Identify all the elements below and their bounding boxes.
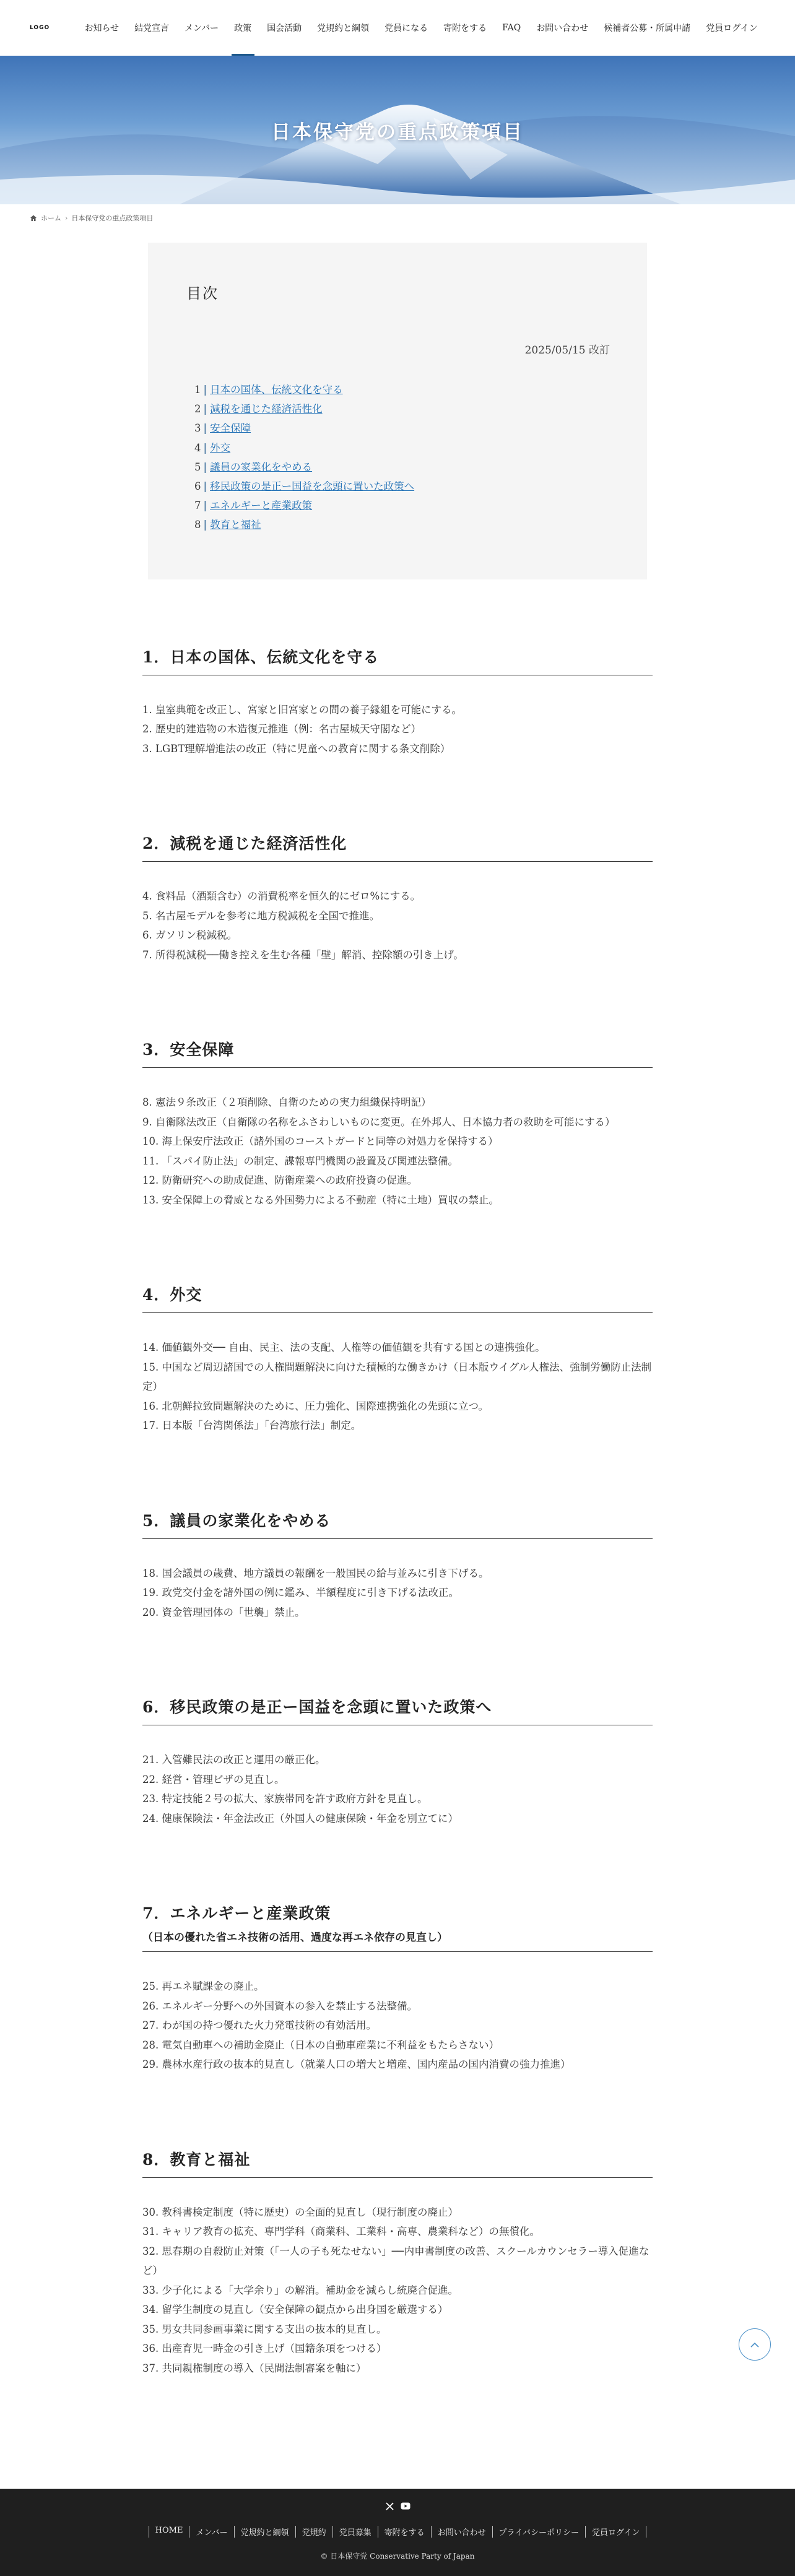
toc-item: 7 | エネルギーと産業政策 [194,496,610,515]
toc-item: 2 | 減税を通じた経済活性化 [194,399,610,418]
toc-title: 目次 [186,285,219,302]
toc-link[interactable]: エネルギーと産業政策 [210,500,313,512]
section-heading [142,1509,653,1539]
x-icon[interactable] [384,2501,394,2511]
toc-item: 1 | 日本の国体、伝統文化を守る [194,380,610,399]
policy-item: 18. 国会議員の歳費、地方議員の報酬を一般国民の給与並みに引き下げる。 [142,1567,489,1579]
policy-item: 24. 健康保険法・年金法改正（外国人の健康保険・年金を別立てに） [142,1812,458,1824]
hero-banner [0,56,795,204]
toc-link[interactable]: 外交 [210,441,231,454]
policy-item: 3. LGBT理解増進法の改正（特に児童への教育に関する条文削除） [142,742,451,755]
section-title: 4．外交 [142,1286,202,1304]
breadcrumb [0,204,795,232]
policy-section-5 [142,1509,653,1623]
policy-item: 6. ガソリン税減税。 [142,929,237,942]
site-header [0,0,795,56]
policy-item: 30. 教科書検定制度（特に歴史）の全面的見直し（現行制度の廃止） [142,2206,458,2218]
section-title: 3．安全保障 [142,1041,235,1059]
policy-item: 15. 中国など周辺諸国での人権問題解決に向けた積極的な働きかけ（日本版ウイグル人権法、強制労働防止法制定） [142,1361,652,1393]
policy-item: 27. わが国の持つ優れた火力発電技術の有効活用。 [142,2019,376,2032]
nav-item-contact[interactable]: お問い合わせ [536,24,589,33]
nav-item-policy[interactable]: 政策 [227,0,259,56]
chevron-right-icon: › [65,214,68,222]
policy-item: 8. 憲法９条改正（２項削除、自衛のための実力組織保持明記） [142,1096,432,1109]
nav-item-login[interactable]: 党員ログイン [706,24,758,33]
nav-item-faq[interactable]: FAQ [502,23,521,33]
policy-item: 2. 歴史的建造物の木造復元推進（例：名古屋城天守閣など） [142,723,421,735]
nav-item-donate[interactable]: 寄附をする [443,24,487,33]
policy-item: 25. 再エネ賦課金の廃止。 [142,1980,264,1993]
section-heading [142,1038,653,1068]
section-heading [142,831,653,862]
breadcrumb-current: 日本保守党の重点政策項目 [71,214,154,222]
footer-link-home[interactable]: HOME [149,2526,189,2538]
sns-links [0,2501,795,2511]
toc-number: 2 [194,403,201,415]
revision-date: 2025/05/15 改訂 [524,344,610,357]
policy-item: 22. 経営・管理ビザの見直し。 [142,1773,285,1785]
policy-section-4 [142,1283,653,1436]
footer-link-rules[interactable]: 党規約と綱領 [234,2526,295,2538]
policy-item: 10. 海上保安庁法改正（諸外国のコーストガードと同等の対処力を保持する） [142,1135,498,1148]
footer-nav [0,2526,795,2538]
policy-item: 9. 自衛隊法改正（自衛隊の名称をふさわしいものに変更。在外邦人、日本協力者の救助を可能にする） [142,1116,615,1128]
policy-item: 32. 思春期の自殺防止対策（「一人の子も死なせない」──内申書制度の改善、スクールカウンセラー導入促進など） [142,2245,649,2277]
section-heading [142,2148,653,2178]
policy-section-8 [142,2148,653,2379]
nav-item-news[interactable]: お知らせ [84,24,119,33]
copyright: © 日本保守党 Conservative Party of Japan [320,2552,475,2561]
section-heading [142,1695,653,1725]
section-title: 8．教育と福祉 [142,2150,251,2169]
nav-item-join[interactable]: 党員になる [384,24,428,33]
policy-section-3 [142,1038,653,1210]
policy-item: 33. 少子化による「大学余り」の解消。補助金を減らし統廃合促進。 [142,2284,458,2296]
toc-number: 5 [194,461,201,473]
policy-item: 11. 「スパイ防止法」の制定、諜報専門機関の設置及び関連法整備。 [142,1155,458,1167]
youtube-icon[interactable] [401,2501,411,2511]
chevron-up-icon [750,2339,760,2351]
policy-item: 37. 共同親権制度の導入（民間法制審案を軸に） [142,2362,367,2374]
nav-item-members[interactable]: メンバー [185,24,219,33]
policy-item: 26. エネルギー分野への外国資本の参入を禁止する法整備。 [142,2000,417,2012]
toc-number: 3 [194,422,201,435]
policy-item: 13. 安全保障上の脅威となる外国勢力による不動産（特に土地）買収の禁止。 [142,1194,499,1206]
site-footer [0,2489,795,2576]
section-title: 7．エネルギーと産業政策 [142,1904,331,1923]
toc-number: 1 [194,384,201,396]
policy-list [142,1977,653,2075]
policy-item: 23. 特定技能２号の拡大、家族帯同を許す政府方針を見直し。 [142,1793,428,1805]
policy-item: 16. 北朝鮮拉致問題解決のために、圧力強化、国際連携強化の先頭に立つ。 [142,1400,489,1412]
nav-item-declaration[interactable]: 結党宣言 [134,24,170,33]
policy-list [142,1338,653,1436]
policy-item: 17. 日本版「台湾関係法」「台湾旅行法」制定。 [142,1420,362,1432]
section-title: 5．議員の家業化をやめる [142,1511,331,1530]
site-logo[interactable]: LOGO [30,25,50,31]
table-of-contents [148,243,647,579]
nav-item-candidates[interactable]: 候補者公募・所属申請 [604,24,691,33]
toc-item: 3 | 安全保障 [194,418,610,438]
section-title: 1．日本の国体、伝統文化を守る [142,648,380,666]
footer-link-bylaws[interactable]: 党規約 [295,2526,332,2538]
toc-number: 7 [194,500,201,512]
policy-item: 14. 価値観外交── 自由、民主、法の支配、人権等の価値観を共有する国との連携強化。 [142,1342,545,1354]
nav-item-rules[interactable]: 党規約と綱領 [317,24,370,33]
policy-section-2 [142,831,653,965]
policy-list [142,2203,653,2379]
main-content [0,243,795,2452]
policy-item: 34. 留学生制度の見直し（安全保障の観点から出身国を厳選する） [142,2304,448,2316]
section-heading [142,645,653,675]
page-top-button[interactable] [739,2328,771,2361]
policy-item: 1. 皇室典範を改正し、宮家と旧宮家との間の養子縁組を可能にする。 [142,703,462,716]
policy-item: 19. 政党交付金を諸外国の例に鑑み、半額程度に引き下げる法改正。 [142,1587,459,1599]
toc-item: 6 | 移民政策の是正ー国益を念頭に置いた政策へ [194,477,610,496]
section-title: 6．移民政策の是正ー国益を念頭に置いた政策へ [142,1698,492,1717]
section-subtitle: （日本の優れた省エネ技術の活用、過度な再エネ依存の見直し） [142,1932,448,1945]
policy-item: 28. 電気自動車への補助金廃止（日本の自動車産業に不利益をもたらさない） [142,2039,499,2051]
policy-section-7 [142,1901,653,2075]
policy-item: 5. 名古屋モデルを参考に地方税減税を全国で推進。 [142,909,380,922]
footer-link-donate[interactable]: 寄附をする [378,2526,431,2538]
policy-item: 20. 資金管理団体の「世襲」禁止。 [142,1606,305,1618]
policy-item: 21. 入管難民法の改正と運用の厳正化。 [142,1754,326,1766]
footer-link-login[interactable]: 党員ログイン [585,2526,646,2538]
toc-number: 6 [194,480,201,493]
global-nav [77,0,765,56]
policy-list [142,1564,653,1623]
toc-link[interactable]: 安全保障 [210,422,251,435]
policy-list [142,700,653,759]
section-title: 2．減税を通じた経済活性化 [142,835,347,853]
footer-link-recruit[interactable]: 党員募集 [332,2526,378,2538]
policy-item: 36. 出産育児一時金の引き上げ（国籍条項をつける） [142,2343,387,2355]
section-heading [142,1283,653,1313]
footer-link-contact[interactable]: お問い合わせ [431,2526,492,2538]
home-icon[interactable] [30,214,37,222]
footer-link-privacy[interactable]: プライバシーポリシー [492,2526,585,2538]
section-heading [142,1901,653,1952]
policy-item: 4. 食料品（酒類含む）の消費税率を恒久的にゼロ%にする。 [142,890,421,903]
breadcrumb-home[interactable]: ホーム [41,214,61,222]
toc-link[interactable]: 減税を通じた経済活性化 [210,403,323,415]
footer-link-members[interactable]: メンバー [189,2526,233,2538]
toc-link[interactable]: 日本の国体、伝統文化を守る [210,384,343,396]
toc-item: 4 | 外交 [194,438,610,458]
policy-section-1 [142,645,653,759]
toc-link[interactable]: 教育と福祉 [210,519,261,531]
policy-item: 29. 農林水産行政の抜本的見直し（就業人口の増大と増産、国内産品の国内消費の強力推進） [142,2058,571,2071]
policy-item: 35. 男女共同参画事業に関する支出の抜本的見直し。 [142,2323,387,2335]
policy-item: 7. 所得税減税──働き控えを生む各種「壁」解消、控除額の引き上げ。 [142,948,464,961]
toc-number: 8 [194,519,201,531]
policy-item: 12. 防衛研究への助成促進、防衛産業への政府投資の促進。 [142,1174,417,1187]
toc-list [186,380,610,535]
policy-list [142,887,653,965]
toc-number: 4 [194,441,201,454]
nav-item-diet-activity[interactable]: 国会活動 [267,24,302,33]
policy-section-6 [142,1695,653,1828]
policy-list [142,1750,653,1828]
toc-item: 8 | 教育と福祉 [194,515,610,534]
policy-item: 31. キャリア教育の拡充、専門学科（商業科、工業科・高専、農業科など）の無償化。 [142,2226,540,2238]
toc-link[interactable]: 移民政策の是正ー国益を念頭に置いた政策へ [210,480,415,493]
toc-link[interactable]: 議員の家業化をやめる [210,461,313,473]
page-title: 日本保守党の重点政策項目 [271,121,524,144]
policy-list [142,1093,653,1210]
toc-item: 5 | 議員の家業化をやめる [194,458,610,477]
